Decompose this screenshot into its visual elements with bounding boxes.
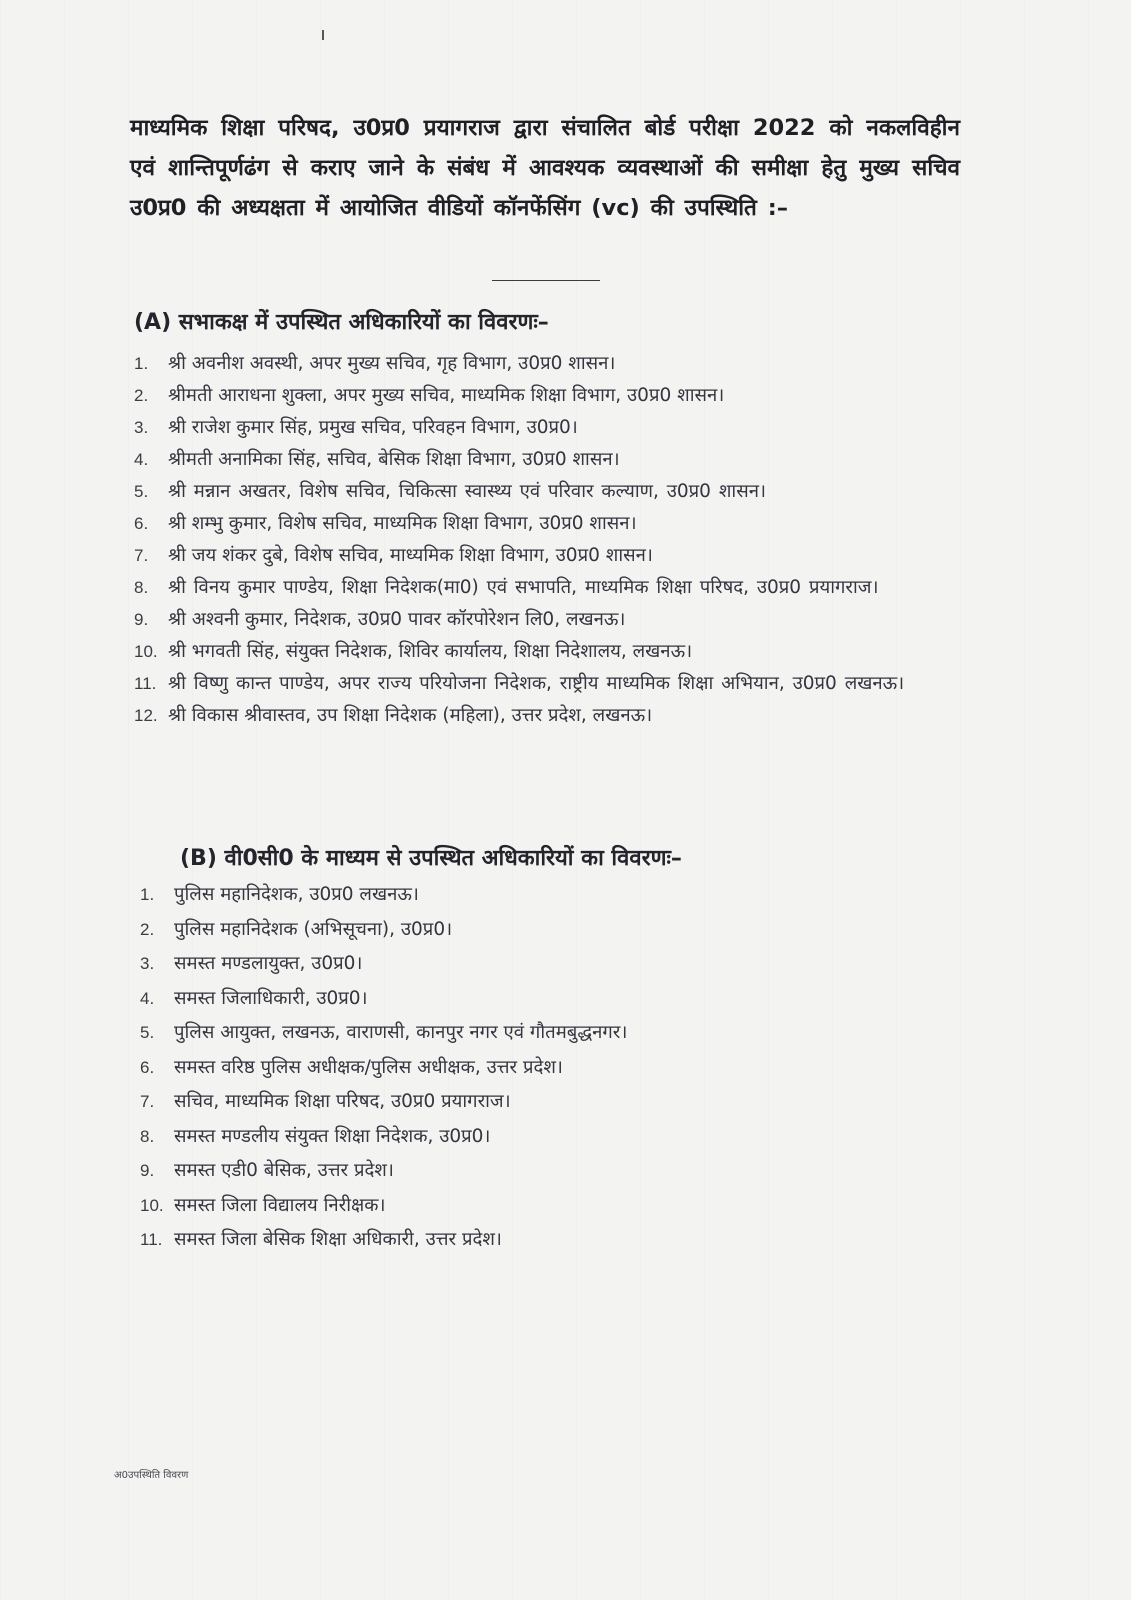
list-item-number: 6. bbox=[134, 514, 149, 533]
list-item bbox=[134, 508, 954, 540]
list-item bbox=[140, 982, 860, 1017]
list-item bbox=[134, 604, 954, 636]
list-item-number: 8. bbox=[140, 1126, 155, 1146]
list-item-number: 5. bbox=[140, 1023, 155, 1042]
document-heading: माध्यमिक शिक्षा परिषद, उ0प्र0 प्रयागराज द्वारा संचालित बोर्ड परीक्षा 2022 को नकलविहीन एवं शान्तिपूर्णढंग से कराए जाने के संबंध में आवश्यक व्यवस्थाओं की समीक्षा हेतु मुख्य सचिव उ0प्र0 की अध्यक्षता में आयोजित वीडियों कॉनफेंसिंग (vc) की उपस्थिति :– bbox=[130, 115, 960, 221]
list-item-number: 7. bbox=[134, 546, 149, 565]
list-item-text: पुलिस आयुक्त, लखनऊ, वाराणसी, कानपुर नगर एवं गौतमबुद्धनगर। bbox=[174, 1022, 628, 1043]
list-item bbox=[140, 947, 860, 982]
list-item bbox=[140, 1120, 860, 1155]
list-item-text: पुलिस महानिदेशक, उ0प्र0 लखनऊ। bbox=[174, 884, 419, 905]
section-b-list bbox=[140, 878, 860, 1258]
list-item-text: श्री अश्वनी कुमार, निदेशक, उ0प्र0 पावर कॉरपोरेशन लि0, लखनऊ। bbox=[168, 609, 626, 630]
list-item-number: 5. bbox=[134, 482, 149, 501]
list-item bbox=[140, 1051, 860, 1086]
list-item bbox=[134, 412, 954, 444]
list-item-number: 3. bbox=[140, 954, 155, 973]
list-item bbox=[134, 476, 954, 508]
list-item-number: 4. bbox=[140, 988, 155, 1008]
list-item bbox=[134, 572, 954, 604]
list-item-text: सचिव, माध्यमिक शिक्षा परिषद, उ0प्र0 प्रयागराज। bbox=[174, 1091, 511, 1112]
list-item-number: 11. bbox=[134, 674, 157, 693]
list-item-text: श्रीमती आराधना शुक्ला, अपर मुख्य सचिव, माध्यमिक शिक्षा विभाग, उ0प्र0 शासन। bbox=[168, 385, 725, 406]
section-b-title: (B) वी0सी0 के माध्यम से उपस्थित अधिकारियों का विवरणः– bbox=[180, 846, 682, 871]
list-item-text: पुलिस महानिदेशक (अभिसूचना), उ0प्र0। bbox=[174, 918, 453, 940]
list-item-text: समस्त मण्डलीय संयुक्त शिक्षा निदेशक, उ0प्र0। bbox=[174, 1125, 491, 1147]
list-item-number: 10. bbox=[140, 1195, 164, 1215]
list-item bbox=[134, 444, 954, 476]
list-item-text: श्री मन्नान अखतर, विशेष सचिव, चिकित्सा स्वास्थ्य एवं परिवार कल्याण, उ0प्र0 शासन। bbox=[168, 481, 766, 502]
list-item-number: 3. bbox=[134, 418, 149, 437]
list-item bbox=[140, 1085, 860, 1120]
list-item-text: श्रीमती अनामिका सिंह, सचिव, बेसिक शिक्षा विभाग, उ0प्र0 शासन। bbox=[168, 449, 620, 470]
list-item-text: समस्त जिला विद्यालय निरीक्षक। bbox=[174, 1194, 386, 1216]
list-item-text: श्री भगवती सिंह, संयुक्त निदेशक, शिविर कार्यालय, शिक्षा निदेशालय, लखनऊ। bbox=[168, 641, 693, 662]
list-item-text: श्री शम्भु कुमार, विशेष सचिव, माध्यमिक शिक्षा विभाग, उ0प्र0 शासन। bbox=[168, 513, 637, 534]
list-item-text: समस्त जिलाधिकारी, उ0प्र0। bbox=[174, 987, 368, 1009]
list-item-number: 9. bbox=[140, 1161, 155, 1180]
section-a-title: (A) सभाकक्ष में उपस्थित अधिकारियों का विवरणः– bbox=[134, 310, 549, 335]
list-item bbox=[140, 1154, 860, 1189]
list-item-text: समस्त जिला बेसिक शिक्षा अधिकारी, उत्तर प्रदेश। bbox=[174, 1229, 502, 1250]
list-item-text: श्री राजेश कुमार सिंह, प्रमुख सचिव, परिवहन विभाग, उ0प्र0। bbox=[168, 417, 578, 438]
list-item-number: 2. bbox=[134, 386, 149, 405]
list-item-number: 12. bbox=[134, 706, 158, 725]
list-item-text: श्री विनय कुमार पाण्डेय, शिक्षा निदेशक(मा0) एवं सभापति, माध्यमिक शिक्षा परिषद, उ0प्र0 प्रयागराज। bbox=[168, 577, 879, 598]
list-item-text: श्री अवनीश अवस्थी, अपर मुख्य सचिव, गृह विभाग, उ0प्र0 शासन। bbox=[168, 353, 616, 374]
list-item bbox=[140, 1223, 860, 1258]
list-item bbox=[140, 878, 860, 913]
list-item-number: 11. bbox=[140, 1230, 163, 1249]
list-item-number: 2. bbox=[140, 919, 155, 939]
heading-underline-divider bbox=[492, 280, 600, 281]
list-item-text: समस्त एडी0 बेसिक, उत्तर प्रदेश। bbox=[174, 1160, 394, 1181]
list-item bbox=[134, 700, 954, 732]
section-a-list bbox=[134, 348, 954, 732]
list-item-number: 6. bbox=[140, 1057, 155, 1077]
list-item-number: 10. bbox=[134, 642, 158, 661]
list-item bbox=[134, 380, 954, 412]
list-item-number: 9. bbox=[134, 610, 149, 629]
list-item bbox=[134, 540, 954, 572]
list-item bbox=[134, 348, 954, 380]
list-item-text: श्री विष्णु कान्त पाण्डेय, अपर राज्य परियोजना निदेशक, राष्ट्रीय माध्यमिक शिक्षा अभियान, उ0प्र0 लखनऊ। bbox=[168, 673, 905, 694]
list-item bbox=[140, 1189, 860, 1224]
scan-mark bbox=[322, 30, 324, 40]
list-item bbox=[134, 636, 954, 668]
list-item-number: 1. bbox=[140, 885, 155, 904]
list-item bbox=[140, 913, 860, 948]
list-item-number: 4. bbox=[134, 450, 149, 469]
list-item-number: 7. bbox=[140, 1092, 155, 1111]
footer-file-note: अ0उपस्थिति विवरण bbox=[114, 1470, 189, 1481]
list-item-text: श्री जय शंकर दुबे, विशेष सचिव, माध्यमिक शिक्षा विभाग, उ0प्र0 शासन। bbox=[168, 545, 653, 566]
list-item-text: श्री विकास श्रीवास्तव, उप शिक्षा निदेशक (महिला), उत्तर प्रदेश, लखनऊ। bbox=[168, 705, 653, 726]
list-item-text: समस्त वरिष्ठ पुलिस अधीक्षक/पुलिस अधीक्षक, उत्तर प्रदेश। bbox=[174, 1056, 563, 1078]
list-item bbox=[134, 668, 954, 700]
list-item-number: 1. bbox=[134, 354, 149, 373]
list-item-number: 8. bbox=[134, 578, 149, 597]
list-item bbox=[140, 1016, 860, 1051]
list-item-text: समस्त मण्डलायुक्त, उ0प्र0। bbox=[174, 953, 363, 974]
